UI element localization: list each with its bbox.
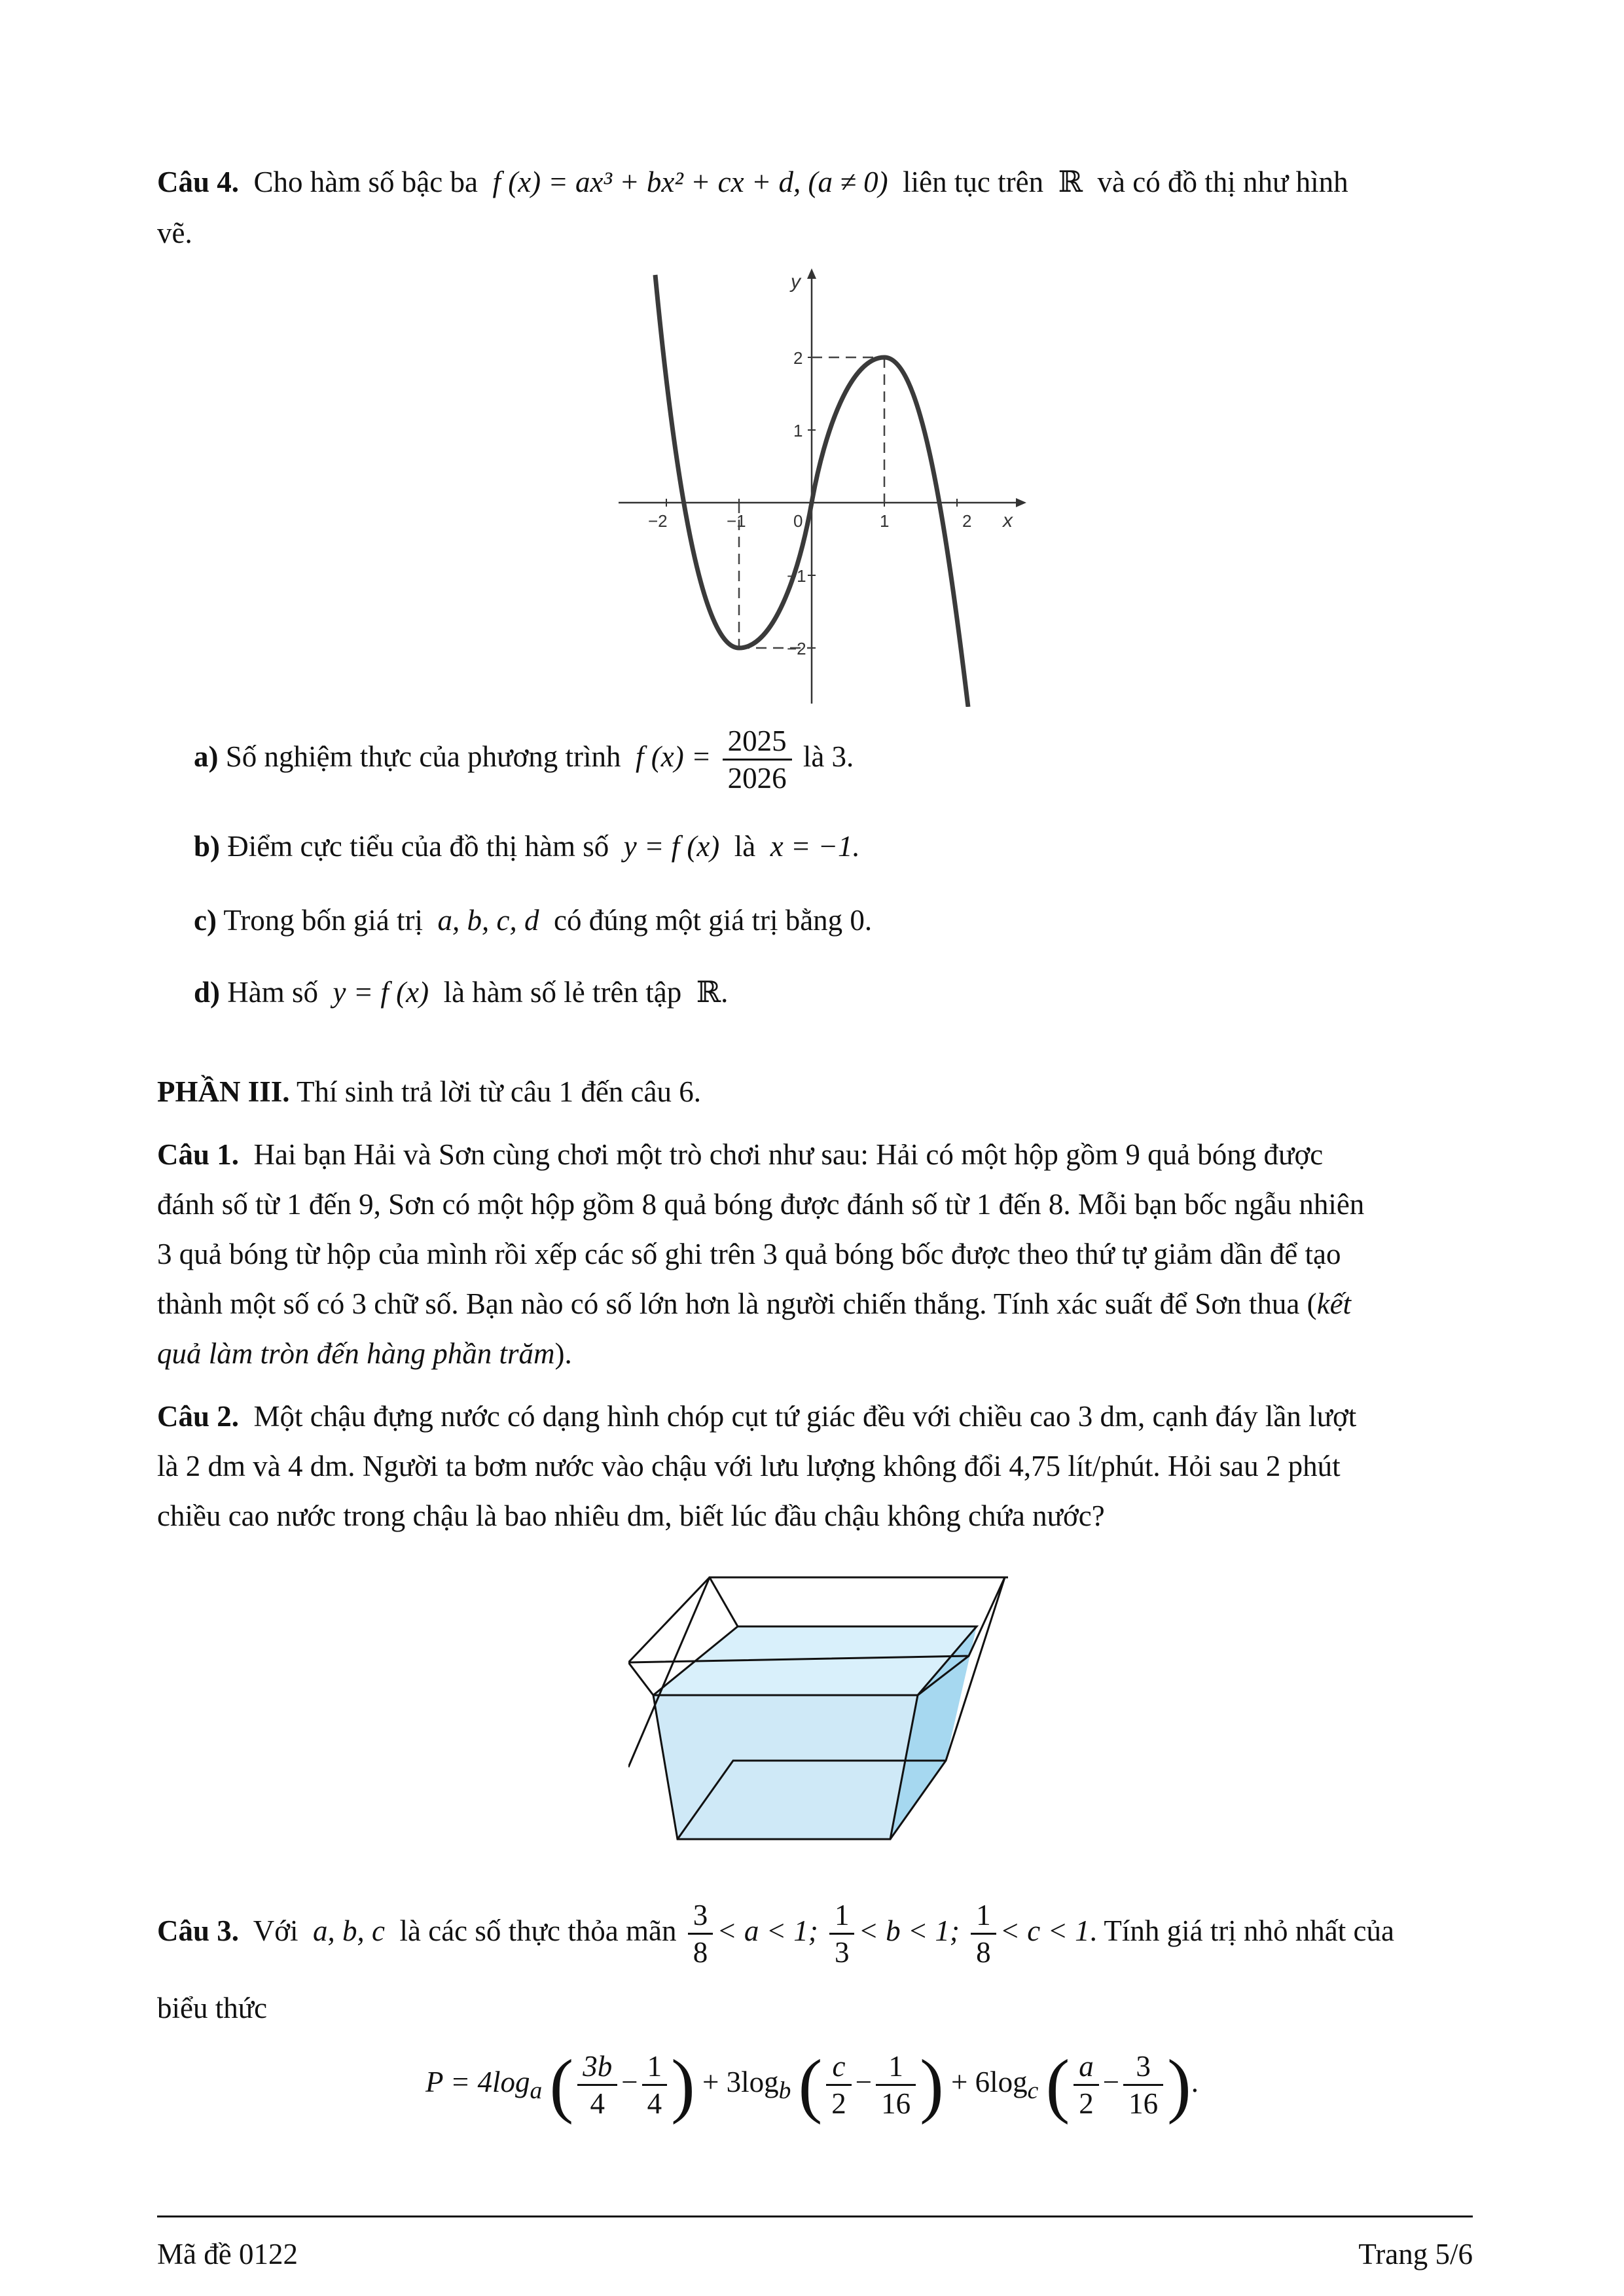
page-footer — [157, 2215, 1473, 2270]
frac-den: 8 — [976, 1936, 991, 1969]
q1-line4-text: thành một số có 3 chữ số. Bạn nào có số lớn hơn là người chiến thắng. Tính xác suất để Sơn thua ( — [157, 1287, 1317, 1320]
part3-text: Thí sinh trả lời từ câu 1 đến câu 6. — [296, 1075, 701, 1108]
frac-den: 3 — [834, 1936, 850, 1969]
expr-sub-b: b — [778, 2077, 791, 2104]
q4-intro-line1 — [157, 157, 1473, 207]
q4-item-c — [194, 895, 1437, 945]
expr-frac-5 — [1074, 2049, 1099, 2121]
item-a-text-end: là 3. — [803, 740, 854, 773]
q3-frac-1 — [688, 1897, 713, 1970]
item-d-label: d) — [194, 976, 221, 1009]
q1-line2: đánh số từ 1 đến 9, Sơn có một hộp gồm 8 quả bóng được đánh số từ 1 đến 8. Mỗi bạn bốc ngẫu nhiên — [157, 1188, 1365, 1221]
q4-item-d — [194, 967, 1437, 1017]
expr-frac-3 — [826, 2049, 852, 2121]
q1-text: Hai bạn Hải và Sơn cùng chơi một trò chơi như sau: Hải có một hộp gồm 9 quả bóng được — [253, 1138, 1324, 1171]
q4-r: ℝ — [1058, 166, 1083, 198]
minus-sign: − — [855, 2065, 873, 2098]
q3-line2: biểu thức — [157, 1992, 268, 2024]
part3-label: PHẦN III. — [157, 1075, 290, 1108]
item-b-text2: là — [734, 830, 756, 863]
item-a-text: Số nghiệm thực của phương trình — [225, 740, 621, 773]
x-tick-label: −2 — [648, 511, 668, 531]
q1-line4 — [157, 1279, 1473, 1329]
item-c-text2: có đúng một giá trị bằng 0. — [554, 904, 873, 937]
frac-den: 2 — [831, 2087, 846, 2120]
expr-frac-4 — [876, 2049, 916, 2121]
q1-line5-end: ). — [554, 1337, 572, 1370]
y-tick-label: 1 — [793, 421, 803, 440]
q4-intro-d: vẽ. — [157, 217, 192, 249]
q3-frac-3 — [971, 1897, 996, 1970]
expr-frac-6 — [1123, 2049, 1163, 2121]
q2-text: Một chậu đựng nước có dạng hình chóp cụt tứ giác đều với chiều cao 3 dm, cạnh đáy lần lượt — [253, 1400, 1357, 1433]
water-basin-figure — [628, 1564, 1008, 1872]
x-axis-label: x — [1003, 510, 1013, 531]
q3-vars: a, b, c — [313, 1914, 385, 1947]
item-b-text: Điểm cực tiểu của đồ thị hàm số — [227, 830, 609, 863]
q1-line5-italic: quả làm tròn đến hàng phần trăm — [157, 1337, 555, 1370]
frac-num: c — [826, 2049, 852, 2086]
frac-den: 4 — [647, 2087, 662, 2120]
q3-line1 — [157, 1895, 1473, 1970]
x-axis-arrow — [1016, 498, 1026, 507]
item-b-eq2: x = −1. — [770, 830, 860, 863]
paren-close: ) — [920, 2045, 944, 2125]
frac-num: 2025 — [723, 723, 792, 761]
q1-line5 — [157, 1329, 1473, 1378]
item-d-r: ℝ. — [696, 976, 729, 1009]
q2-line2: là 2 dm và 4 dm. Người ta bơm nước vào chậu với lưu lượng không đổi 4,75 lít/phút. Hỏi sau 2 phút — [157, 1450, 1341, 1482]
item-c-text: Trong bốn giá trị — [223, 904, 424, 937]
frac-num: 1 — [971, 1897, 996, 1935]
q4-label: Câu 4. — [157, 166, 240, 198]
minus-sign: − — [1102, 2065, 1120, 2098]
expr-end: . — [1191, 2065, 1199, 2098]
frac-den: 8 — [693, 1936, 708, 1969]
expr-p: P = 4log — [425, 2065, 530, 2098]
item-b-eq: y = f (x) — [623, 830, 720, 863]
q4-intro-c: và có đồ thị như hình — [1097, 166, 1348, 198]
frac-den: 16 — [1128, 2087, 1159, 2120]
q1-label: Câu 1. — [157, 1138, 240, 1171]
basin-back-edge — [710, 1577, 738, 1626]
q3-expression — [0, 2045, 1624, 2125]
q3-text-1: Với — [253, 1914, 298, 1947]
y-tick-label: −1 — [787, 566, 806, 586]
expr-sub-c: c — [1027, 2077, 1039, 2104]
minus-sign: − — [621, 2065, 638, 2098]
exam-code: Mã đề 0122 — [157, 2238, 298, 2270]
q1-line1 — [157, 1130, 1473, 1179]
page-number: Trang 5/6 — [1358, 2238, 1473, 2270]
x-tick-label: 2 — [962, 511, 972, 531]
item-c-vars: a, b, c, d — [437, 904, 539, 937]
frac-num: 3b — [577, 2049, 617, 2086]
q3-text-2: là các số thực thỏa mãn — [399, 1914, 677, 1947]
q1-line3: 3 quả bóng từ hộp của mình rồi xếp các số ghi trên 3 quả bóng bốc được theo thứ tự giảm dần để tạo — [157, 1238, 1341, 1270]
item-d-eq: y = f (x) — [333, 976, 429, 1009]
y-tick-label: 2 — [793, 348, 803, 368]
q3-cond-3: < c < 1 — [1000, 1914, 1090, 1947]
frac-den: 2026 — [727, 762, 787, 795]
item-d-text: Hàm số — [227, 976, 319, 1009]
x-tick-label: 0 — [793, 511, 803, 531]
q4-intro-line2 — [157, 208, 1473, 258]
q4-formula: f (x) = ax³ + bx² + cx + d, (a ≠ 0) — [492, 166, 888, 198]
expr-mid-2: + 6log — [951, 2065, 1028, 2098]
y-tick-label: −2 — [787, 639, 806, 658]
paren-open: ( — [549, 2045, 574, 2125]
item-a-label: a) — [194, 740, 219, 773]
item-c-label: c) — [194, 904, 217, 937]
q3-cond-1: < a < 1; — [717, 1914, 818, 1947]
frac-num: 1 — [876, 2049, 916, 2086]
frac-num: a — [1074, 2049, 1099, 2086]
q4-item-b — [194, 821, 1437, 871]
paren-close: ) — [1167, 2045, 1191, 2125]
q1-line4-italic: kết — [1316, 1287, 1352, 1320]
frac-den: 2 — [1079, 2087, 1094, 2120]
expr-frac-2 — [642, 2049, 668, 2121]
y-axis-label: y — [791, 271, 801, 293]
frac-num: 3 — [1123, 2049, 1163, 2086]
x-tick-label: 1 — [880, 511, 890, 531]
frac-den: 16 — [881, 2087, 911, 2120]
part3-heading — [157, 1067, 1473, 1117]
frac-num: 1 — [642, 2049, 668, 2086]
item-a-fraction — [723, 723, 792, 796]
q3-text-3: . Tính giá trị nhỏ nhất của — [1089, 1914, 1394, 1947]
paren-open: ( — [798, 2045, 823, 2125]
y-axis-arrow — [807, 268, 816, 279]
paren-close: ) — [671, 2045, 695, 2125]
q2-label: Câu 2. — [157, 1400, 240, 1433]
expr-mid-1: + 3log — [702, 2065, 779, 2098]
item-b-label: b) — [194, 830, 221, 863]
item-a-fx: f (x) = — [636, 740, 712, 773]
cubic-graph — [615, 262, 1034, 707]
q4-intro-a: Cho hàm số bậc ba — [253, 166, 478, 198]
frac-den: 4 — [590, 2087, 605, 2120]
q4-intro-b: liên tục trên — [903, 166, 1044, 198]
item-d-text2: là hàm số lẻ trên tập — [443, 976, 682, 1009]
q2-line1 — [157, 1391, 1473, 1441]
x-tick-label: −1 — [727, 511, 746, 531]
expr-sub-a: a — [530, 2077, 543, 2104]
q4-item-a — [194, 723, 1437, 796]
expr-frac-1 — [577, 2049, 617, 2121]
frac-num: 1 — [829, 1897, 855, 1935]
frac-num: 3 — [688, 1897, 713, 1935]
q2-line3: chiều cao nước trong chậu là bao nhiêu dm, biết lúc đầu chậu không chứa nước? — [157, 1499, 1105, 1532]
paren-open: ( — [1045, 2045, 1070, 2125]
q3-label: Câu 3. — [157, 1914, 240, 1947]
q3-cond-2: < b < 1; — [858, 1914, 960, 1947]
q3-frac-2 — [829, 1897, 855, 1970]
